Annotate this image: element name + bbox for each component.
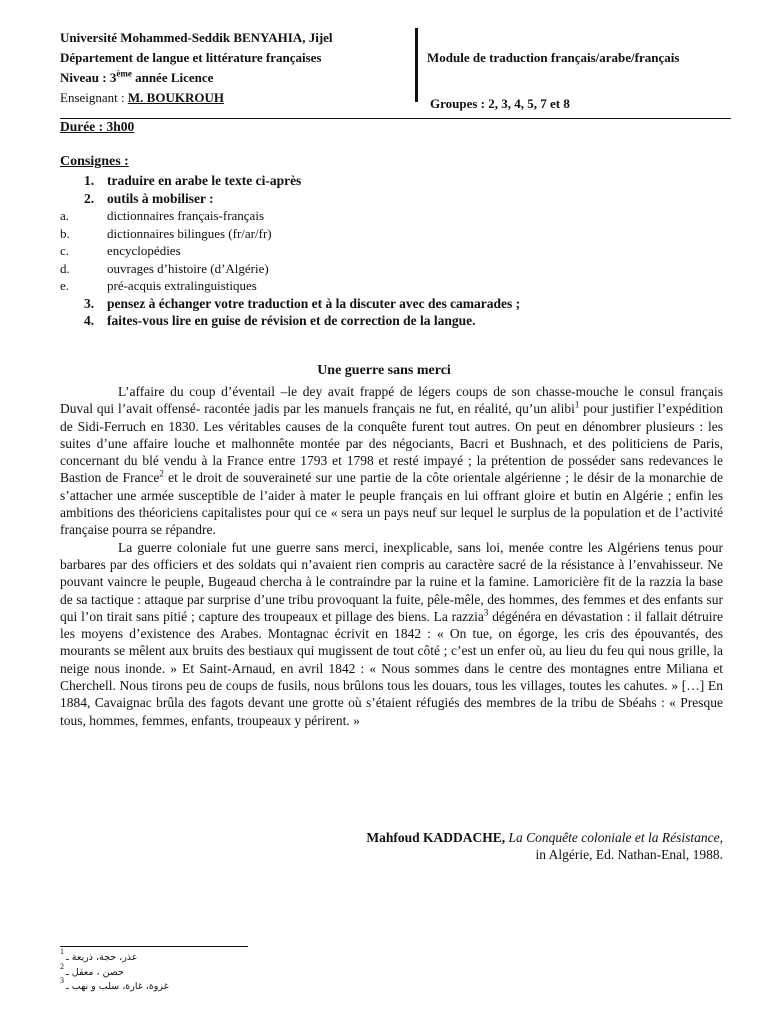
- groups: Groupes : 2, 3, 4, 5, 7 et 8: [430, 96, 570, 111]
- consignes-title: Consignes :: [60, 154, 129, 169]
- header-rule: [60, 118, 731, 119]
- department-name: Département de langue et littérature françaises: [60, 50, 322, 65]
- footnote-ref-2[interactable]: 2: [159, 468, 164, 479]
- list-item: b. dictionnaires bilingues (fr/ar/fr): [60, 225, 272, 241]
- list-item: c. encyclopédies: [60, 243, 181, 258]
- paragraph-1: L’affaire du coup d’éventail –le dey avait frappé de légers coups de son chasse-mouche le consul français Duval qui l’avait offensé- racontée jadis par les manuels français ne fut, en réalité, qu’un alibi$^1$ pour justifier l’expédition de Sidi-Ferruch en 1830. Les véritables causes de la conquête furent tout autres. On peut en dénombrer plusieurs : les suites d’une affaire louche et malhonnête montée par des négociants, Bacri et Bushnach, et des politiciens de Paris, concernant du blé vendu à la France entre 1793 et 1798 et resté impayé ; la prétention de posséder sans redevances le Bastion de France$^2$ et le droit de souveraineté sur une partie de la côte orientale algérienne ; le désir de la monarchie de s’attacher une armée susceptible de l’aider à mater le peuple français en lui offrant gloire et butin en Algérie ; enfin les ambitions des théoriciens capitalistes pour qui ce « sera un pays neuf sur lequel le surplus de la population et de l’activité française pourra se répandre.: [60, 384, 723, 538]
- source-publication: in Algérie, Ed. Nathan-Enal, 1988.: [535, 847, 723, 862]
- text-body: [60, 383, 723, 729]
- footnotes: [60, 947, 169, 995]
- source-citation: [366, 829, 723, 863]
- module-title: Module de traduction français/arabe/français: [427, 50, 680, 65]
- duration: Durée : 3h00: [60, 119, 135, 134]
- footnote-ref-1[interactable]: 1: [574, 399, 580, 410]
- source-author: Mahfoud KADDACHE,: [366, 830, 506, 845]
- footnote-1: $^1$ عذر، حجة، ذريعة ـ: [60, 947, 138, 963]
- teacher: Enseignant : M. BOUKROUH: [60, 90, 224, 105]
- list-item: a. dictionnaires français-français: [60, 208, 265, 223]
- paragraph-2: La guerre coloniale fut une guerre sans merci, inexplicable, sans loi, menée contre les Algériens tenus pour barbares par des officiers et des soldats qui n’avaient rien compris au caractère sacré de la résistance à l’envahisseur. Ne pouvant vaincre le peuple, Bugeaud chercha à le contraindre par la ruine et la famine. Lamoricière fit de la razzia la base de sa tactique : attaque par surprise d’une tribu provoquant la fuite, pêle-mêle, des hommes, des femmes et des enfants sur qui l’on tirait sans pitié ; capture des troupeaux et pillage des biens. La razzia$^3$ dégénéra en dévastation : il fallait détruire les moyens d’existence des Arabes. Montagnac écrivit en 1842 : « On tue, on égorge, les cris des épouvantés, des mourants se mêlent aux bruits des bestiaux qui mugissent de tout côté ; c’est un enfer où, au lieu du feu qui nous grille, la neige nous inonde. » Et Saint-Arnaud, en avril 1842 : « Nous sommes dans le centre des montagnes entre Miliana et Cherchell. Nous tirons peu de coups de fusils, nous brûlons tous les douars, tous les villages, toutes les cahutes. » […] En 1884, Cavaignac brûla des fagots devant une grotte où s’étaient réfugiés des membres de la tribu de Sbéahs : « Presque tous, hommes, femmes, enfants, troupeaux y périrent. »: [60, 539, 723, 728]
- header-left: [60, 28, 333, 108]
- level: Niveau : 3ème année Licence: [60, 68, 214, 85]
- text-title: Une guerre sans merci: [317, 363, 451, 378]
- footnote-2: $^2$ حصن ، معقل ـ: [60, 961, 124, 978]
- university-name: Université Mohammed-Seddik BENYAHIA, Jijel: [60, 30, 333, 45]
- footnote-rule: [60, 946, 248, 947]
- source-book: La Conquête coloniale et la Résistance,: [508, 830, 723, 845]
- footnote-3: $^3$ غزوة، غارة، سلب و نهب ـ: [60, 976, 169, 992]
- footnote-ref-3[interactable]: 3: [483, 607, 489, 618]
- list-item: d. ouvrages d’histoire (d’Algérie): [60, 260, 269, 276]
- header-divider: [415, 28, 418, 102]
- list-item: e. pré-acquis extralinguistiques: [60, 278, 257, 293]
